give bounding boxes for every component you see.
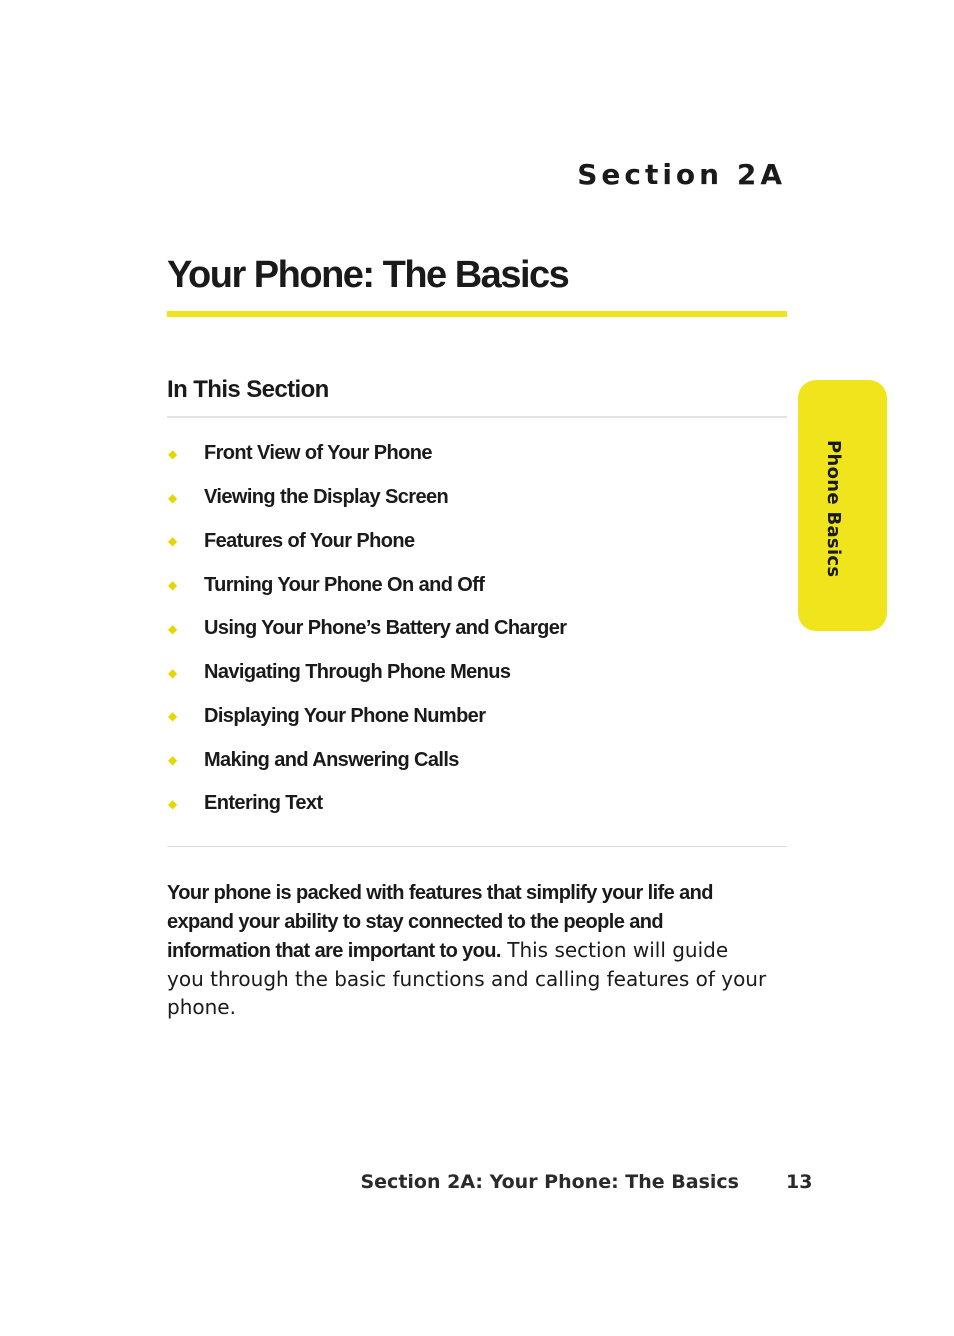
diamond-bullet-icon: ◆ [168, 709, 178, 724]
diamond-bullet-icon: ◆ [168, 578, 178, 593]
list-item-label: Entering Text [204, 792, 323, 815]
list-item-label: Navigating Through Phone Menus [204, 661, 511, 684]
diamond-bullet-icon: ◆ [168, 753, 178, 768]
list-item [167, 563, 566, 607]
diamond-bullet-icon: ◆ [168, 534, 178, 549]
diamond-bullet-icon: ◆ [168, 796, 178, 811]
list-item [167, 782, 566, 826]
list-item-label: Viewing the Display Screen [204, 486, 449, 509]
list-item-label: Using Your Phone’s Battery and Charger [204, 617, 567, 640]
diamond-bullet-icon: ◆ [168, 490, 178, 505]
footer-running-title: Section 2A: Your Phone: The Basics [360, 1171, 739, 1193]
diamond-bullet-icon: ◆ [168, 665, 178, 680]
intro-bold-text: Your phone is packed with features that simplify your life and expand your ability to stay connected to the people and information that are important to you. [167, 882, 713, 962]
list-item [167, 651, 566, 695]
section-topic-list [167, 432, 566, 826]
list-item [167, 738, 566, 782]
list-item-label: Turning Your Phone On and Off [204, 573, 485, 596]
section-list-bottom-rule [167, 846, 787, 847]
section-label: Section 2A [577, 158, 786, 191]
page-title: Your Phone: The Basics [167, 254, 569, 296]
diamond-bullet-icon: ◆ [168, 446, 178, 461]
list-item-label: Making and Answering Calls [204, 748, 459, 771]
list-item [167, 607, 566, 651]
list-item [167, 520, 566, 564]
list-item-label: Features of Your Phone [204, 529, 415, 552]
section-list-top-rule [167, 416, 787, 418]
list-item [167, 432, 566, 476]
list-item-label: Front View of Your Phone [204, 442, 432, 465]
intro-paragraph [167, 878, 767, 1021]
diamond-bullet-icon: ◆ [168, 621, 178, 636]
list-item-label: Displaying Your Phone Number [204, 704, 486, 727]
list-item [167, 476, 566, 520]
list-item [167, 695, 566, 739]
intro-regular-text: This section will guide you through the basic functions and calling features of your phone. [167, 938, 767, 1019]
in-this-section-heading: In This Section [167, 376, 329, 403]
page-number: 13 [786, 1171, 813, 1193]
title-underline-rule [167, 311, 787, 317]
side-tab-label: Phone Basics [823, 440, 844, 578]
